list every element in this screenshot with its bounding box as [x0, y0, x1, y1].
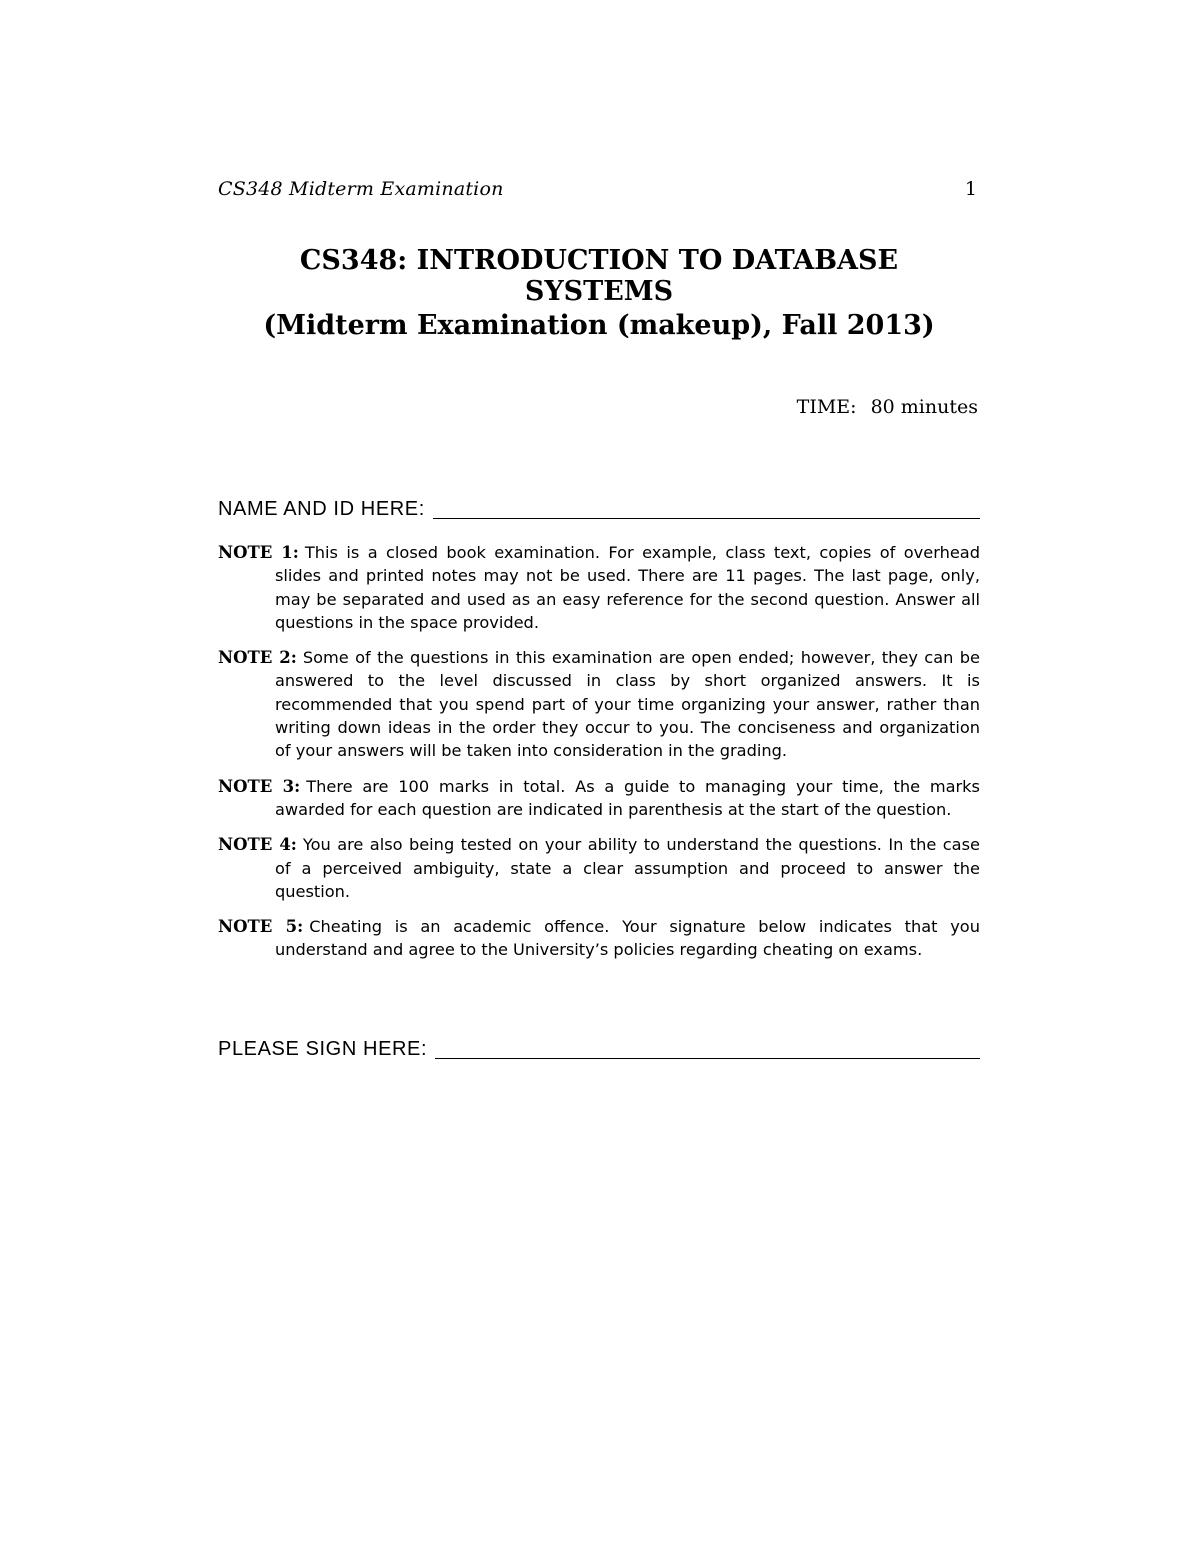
note-1 — [218, 541, 980, 634]
name-id-blank-line[interactable] — [433, 498, 980, 519]
signature-field[interactable] — [218, 1038, 980, 1061]
time-value: 80 minutes — [870, 396, 978, 418]
note-2-label: NOTE 2: — [218, 648, 297, 668]
time-label: TIME: — [796, 396, 857, 418]
exam-notes — [218, 541, 980, 974]
name-id-field[interactable] — [218, 498, 980, 521]
note-2-text: Some of the questions in this examination are open ended; however, they can be answered to the level discussed in class by short organized answers. It is recommended that you spend part of your time organizing your answer, rather than writing down ideas in the order they occur to you. The conciseness and organization of your answers will be taken into consideration in the grading. — [275, 648, 980, 761]
note-4-label: NOTE 4: — [218, 835, 297, 855]
exam-title-block — [218, 245, 980, 341]
note-2 — [218, 646, 980, 762]
time-allowed — [797, 396, 978, 418]
note-3-text: There are 100 marks in total. As a guide to managing your time, the marks awarded for each question are indicated in parenthesis at the start of the question. — [275, 776, 980, 819]
exam-subtitle: (Midterm Examination (makeup), Fall 2013) — [263, 310, 935, 341]
signature-blank-line[interactable] — [435, 1038, 980, 1059]
exam-title-line-1: CS348: INTRODUCTION TO DATABASE — [299, 245, 899, 276]
note-5-text: Cheating is an academic offence. Your signature below indicates that you understand and agree to the University’s policies regarding cheating on exams. — [275, 917, 980, 960]
note-5-label: NOTE 5: — [218, 917, 304, 937]
signature-label: PLEASE SIGN HERE: — [218, 1038, 428, 1060]
note-3-label: NOTE 3: — [218, 776, 301, 796]
note-4 — [218, 833, 980, 903]
note-5 — [218, 915, 980, 962]
note-3 — [218, 775, 980, 822]
note-1-label: NOTE 1: — [218, 543, 299, 562]
page-number: 1 — [964, 178, 977, 200]
name-id-label: NAME AND ID HERE: — [218, 498, 425, 520]
running-header-title: CS348 Midterm Examination — [218, 178, 504, 200]
note-4-text: You are also being tested on your ability to understand the questions. In the case of a perceived ambiguity, state a clear assumption and proceed to answer the question. — [275, 835, 980, 901]
note-1-text: This is a closed book examination. For example, class text, copies of overhead slides and printed notes may not be used. There are 11 pages. The last page, only, may be separated and used as an easy reference for the second question. Answer all questions in the space provided. — [275, 543, 980, 632]
exam-title-line-2: SYSTEMS — [524, 276, 674, 307]
